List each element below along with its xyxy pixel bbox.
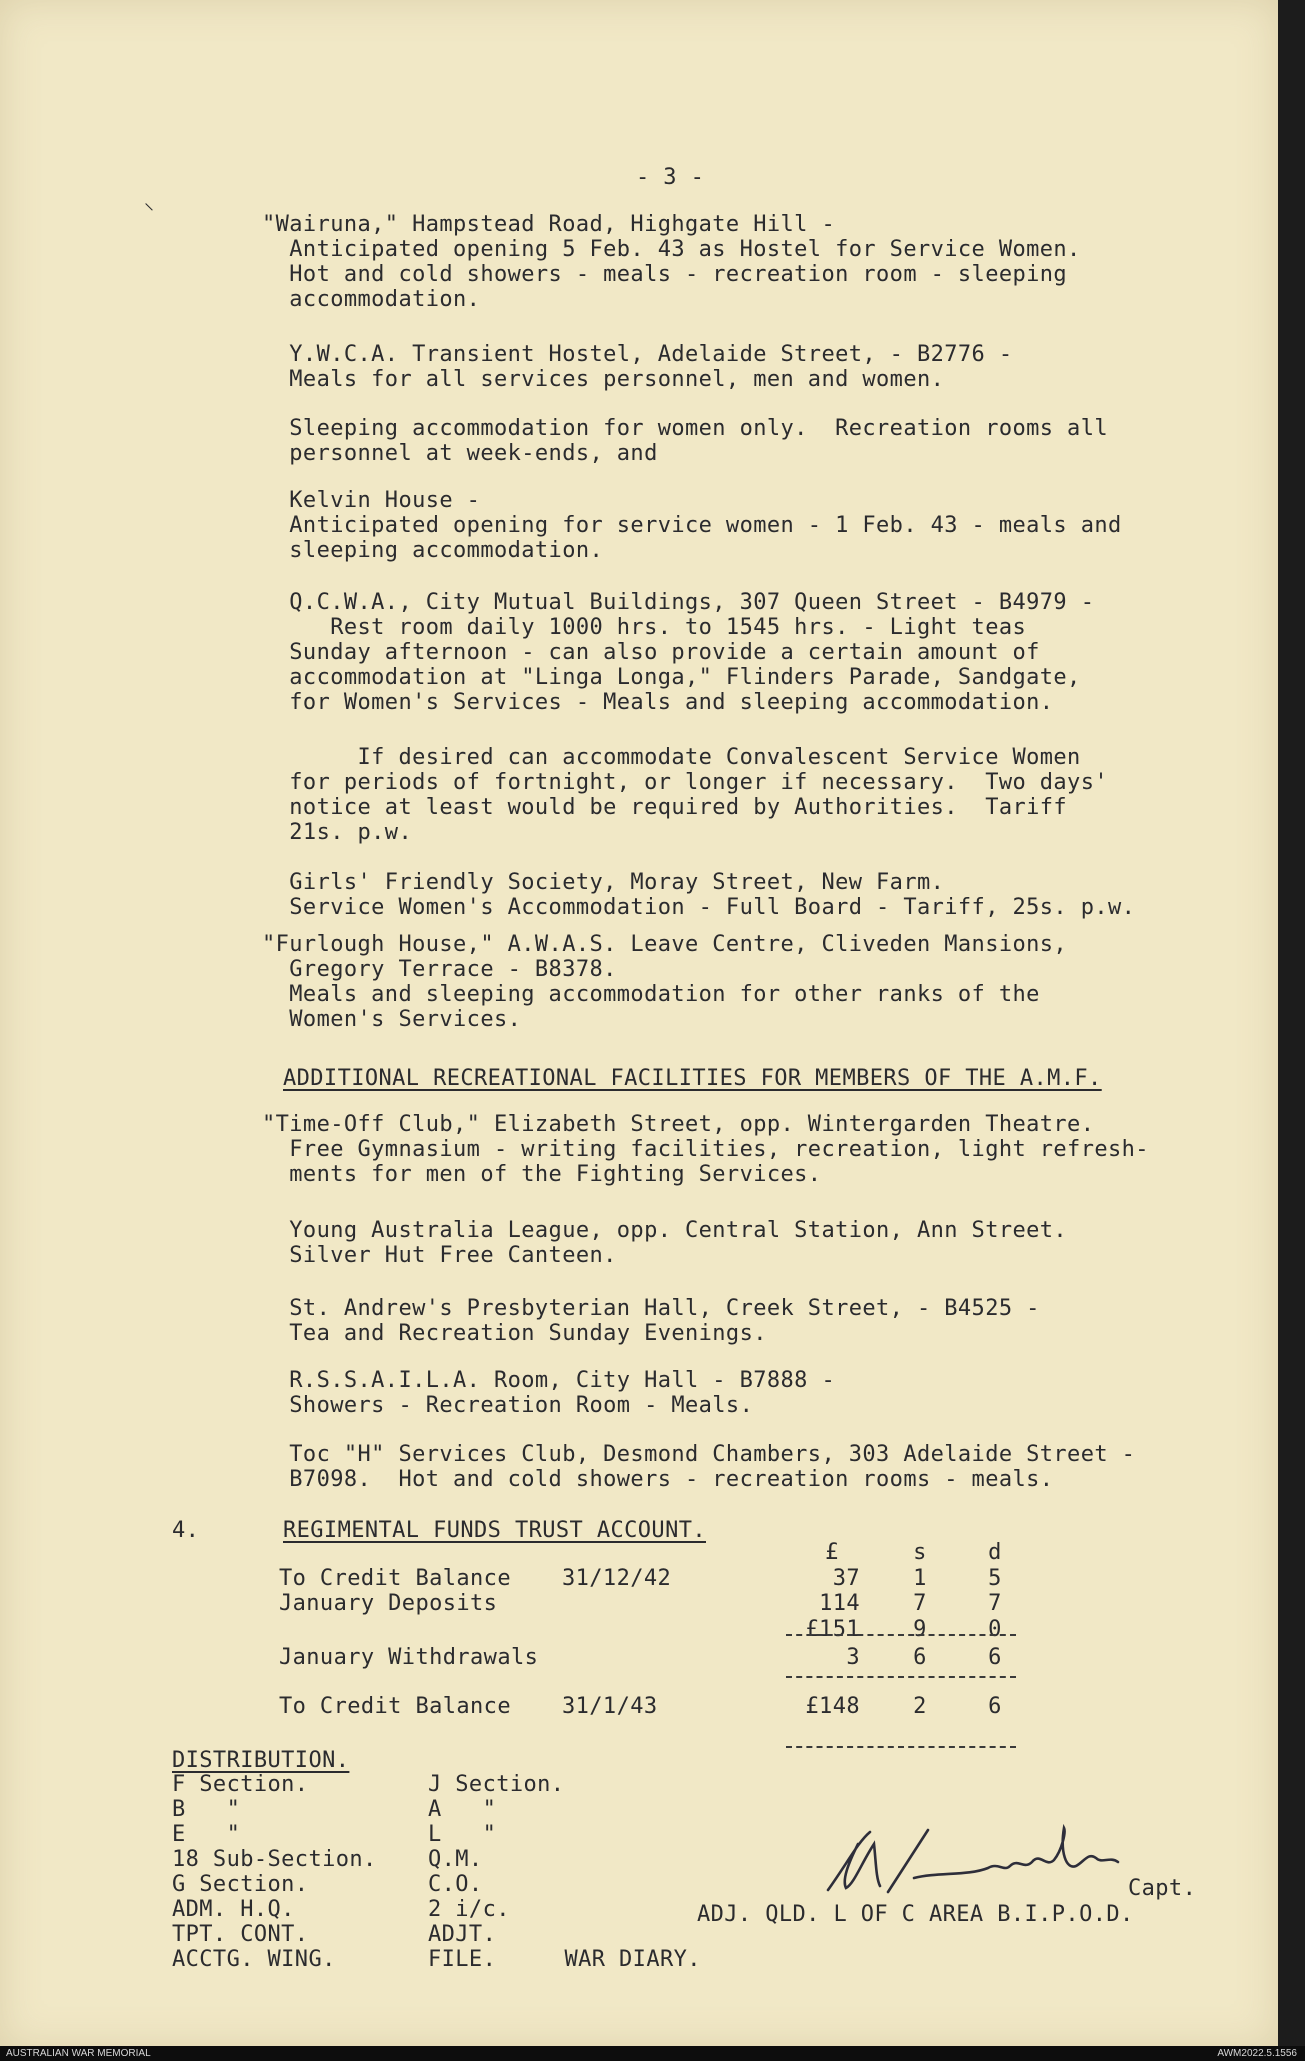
entry-line: for Women's Services - Meals and sleeping accommodation. [262, 690, 1054, 715]
pence-header: d [988, 1540, 1002, 1565]
account-row-label: January Withdrawals [279, 1645, 539, 1670]
pounds-header: £ [825, 1540, 839, 1565]
account-row-label: January Deposits [279, 1591, 498, 1616]
distribution-item: 2 i/c. [428, 1897, 510, 1922]
distribution-item: C.O. [428, 1872, 483, 1897]
distribution-item: TPT. CONT. [172, 1922, 309, 1947]
entry-line: "Furlough House," A.W.A.S. Leave Centre, Cliveden Mansions, [262, 932, 1068, 957]
entry-line: sleeping accommodation. [262, 538, 604, 563]
account-row-pence: 5 [988, 1566, 1002, 1591]
account-row-pounds: £151 [805, 1617, 860, 1642]
facility-line: St. Andrew's Presbyterian Hall, Creek Street, - B4525 - [262, 1296, 1040, 1321]
entry-line: Y.W.C.A. Transient Hostel, Adelaide Street, - B2776 - [262, 342, 1013, 367]
entry-line: accommodation. [262, 287, 481, 312]
account-row-pence: 7 [988, 1591, 1002, 1616]
account-row-shillings: 9 [913, 1617, 927, 1642]
distribution-heading: DISTRIBUTION. [172, 1748, 350, 1773]
withdrawal-rule [786, 1676, 1016, 1678]
distribution-item: F Section. [172, 1772, 309, 1797]
entry-line: Sleeping accommodation for women only. Recreation rooms all [262, 416, 1108, 441]
entry-line: Meals and sleeping accommodation for other ranks of the [262, 982, 1040, 1007]
entry-line: Sunday afternoon - can also provide a certain amount of [262, 640, 1040, 665]
account-row-date: 31/12/42 [562, 1566, 672, 1591]
facility-line: B7098. Hot and cold showers - recreation rooms - meals. [262, 1467, 1054, 1492]
scan-edge [1278, 0, 1305, 2048]
distribution-item: ADJT. [428, 1922, 497, 1947]
facility-line: Young Australia League, opp. Central Station, Ann Street. [262, 1218, 1068, 1243]
entry-line: Meals for all services personnel, men and women. [262, 367, 945, 392]
account-row-shillings: 1 [913, 1566, 927, 1591]
distribution-item: Q.M. [428, 1847, 483, 1872]
handwritten-signature [818, 1822, 1148, 1902]
distribution-item: E " [172, 1822, 241, 1847]
entry-line: "Wairuna," Hampstead Road, Highgate Hill - [262, 212, 836, 237]
signature-rank: Capt. [1128, 1876, 1197, 1901]
shillings-header: s [913, 1540, 927, 1565]
account-row-shillings: 6 [913, 1645, 927, 1670]
total-rule [786, 1746, 1016, 1748]
margin-mark: ⸜ [144, 190, 155, 214]
archive-name: AUSTRALIAN WAR MEMORIAL [6, 2048, 151, 2059]
entry-line: Hot and cold showers - meals - recreation room - sleeping [262, 262, 1068, 287]
distribution-item: J Section. [428, 1772, 565, 1797]
account-row-pence: 6 [988, 1694, 1002, 1719]
account-row-shillings: 2 [913, 1694, 927, 1719]
account-row-pence: 0 [988, 1617, 1002, 1642]
facility-line: "Time-Off Club," Elizabeth Street, opp. Wintergarden Theatre. [262, 1112, 1095, 1137]
distribution-item: L " [428, 1822, 497, 1847]
facility-line: Toc "H" Services Club, Desmond Chambers, 303 Adelaide Street - [262, 1442, 1136, 1467]
account-row-pence: 6 [988, 1645, 1002, 1670]
facility-line: Showers - Recreation Room - Meals. [262, 1393, 754, 1418]
entry-line: Service Women's Accommodation - Full Board - Tariff, 25s. p.w. [262, 895, 1136, 920]
distribution-item: FILE. WAR DIARY. [428, 1947, 701, 1972]
account-row-label: To Credit Balance [279, 1566, 511, 1591]
account-row-pounds: 37 [832, 1566, 860, 1591]
entry-line: 21s. p.w. [262, 820, 413, 845]
distribution-item: B " [172, 1797, 241, 1822]
distribution-item: ADM. H.Q. [172, 1897, 295, 1922]
account-row-pounds: 3 [846, 1645, 860, 1670]
account-row-pounds: 114 [819, 1591, 860, 1616]
entry-line: personnel at week-ends, and [262, 441, 658, 466]
entry-line: Rest room daily 1000 hrs. to 1545 hrs. - Light teas [262, 615, 1027, 640]
entry-line: accommodation at "Linga Longa," Flinders Parade, Sandgate, [262, 665, 1081, 690]
additional-facilities-heading: ADDITIONAL RECREATIONAL FACILITIES FOR MEMBERS OF THE A.M.F. [283, 1066, 1102, 1091]
account-row-date: 31/1/43 [562, 1694, 658, 1719]
entry-line: notice at least would be required by Authorities. Tariff [262, 795, 1068, 820]
archive-footer [0, 2046, 1305, 2061]
account-row-label: To Credit Balance [279, 1694, 511, 1719]
entry-line: Anticipated opening 5 Feb. 43 as Hostel for Service Women. [262, 237, 1081, 262]
entry-line: If desired can accommodate Convalescent Service Women [262, 745, 1081, 770]
facility-line: R.S.S.A.I.L.A. Room, City Hall - B7888 - [262, 1368, 836, 1393]
entry-line: for periods of fortnight, or longer if necessary. Two days' [262, 770, 1108, 795]
entry-line: Q.C.W.A., City Mutual Buildings, 307 Queen Street - B4979 - [262, 590, 1095, 615]
subtotal-rule [786, 1634, 1016, 1636]
entry-line: Anticipated opening for service women - 1 Feb. 43 - meals and [262, 513, 1122, 538]
entry-line: Kelvin House - [262, 488, 481, 513]
distribution-item: A " [428, 1797, 497, 1822]
entry-line: Girls' Friendly Society, Moray Street, New Farm. [262, 870, 945, 895]
distribution-item: G Section. [172, 1872, 309, 1897]
facility-line: ments for men of the Fighting Services. [262, 1162, 822, 1187]
entry-line: Women's Services. [262, 1007, 522, 1032]
entry-line: Gregory Terrace - B8378. [262, 957, 617, 982]
page-number: - 3 - [636, 165, 705, 190]
facility-line: Tea and Recreation Sunday Evenings. [262, 1321, 767, 1346]
signature-title: ADJ. QLD. L OF C AREA B.I.P.O.D. [697, 1902, 1134, 1927]
account-row-shillings: 7 [913, 1591, 927, 1616]
account-row-pounds: £148 [805, 1694, 860, 1719]
facility-line: Free Gymnasium - writing facilities, recreation, light refresh- [262, 1137, 1149, 1162]
facility-line: Silver Hut Free Canteen. [262, 1243, 617, 1268]
trust-account-heading: REGIMENTAL FUNDS TRUST ACCOUNT. [283, 1518, 706, 1543]
distribution-item: 18 Sub-Section. [172, 1847, 377, 1872]
archive-reference: AWM2022.5.1556 [1217, 2048, 1297, 2059]
distribution-item: ACCTG. WING. [172, 1947, 336, 1972]
section-number: 4. [172, 1518, 200, 1543]
